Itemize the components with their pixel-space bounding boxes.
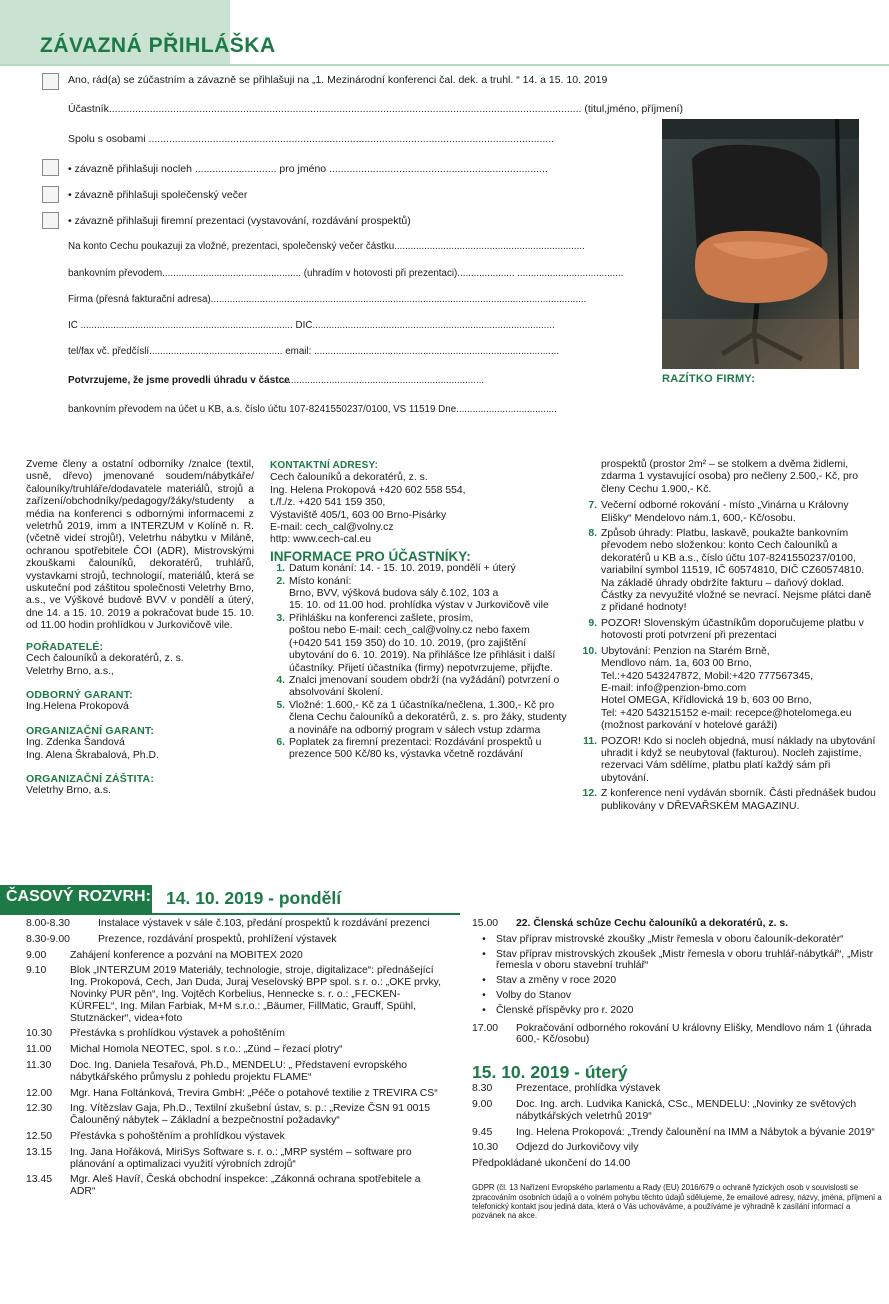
info-number: 7.: [588, 500, 597, 512]
info-item: [270, 576, 570, 613]
contacts-heading: KONTAKTNÍ ADRESY:: [270, 460, 379, 471]
company-stamp-label: RAZÍTKO FIRMY:: [662, 373, 756, 385]
form-title: ZÁVAZNÁ PŘIHLÁŠKA: [40, 34, 276, 57]
schedule-text: Mgr. Aleš Havíř, Česká obchodní inspekce: „Zákonná ochrana spotřebitele a ADR“: [70, 1174, 421, 1198]
schedule-row: [472, 918, 882, 930]
agenda-bullet: • Stav a změny v roce 2020: [482, 975, 617, 987]
day1-heading: 14. 10. 2019 - pondělí: [166, 888, 342, 908]
form-row-attend: Ano, rád(a) se zúčastním a závazně se přihlašuji na „1. Mezinárodní konferenci čal. dek. a truhl. “ 14. a 15. 10. 2019: [68, 74, 608, 86]
checkbox-attend[interactable]: [42, 73, 59, 90]
info-item: [582, 500, 878, 525]
header-divider: [0, 64, 889, 66]
organizer-line: Veletrhy Brno, a.s.,: [26, 665, 114, 677]
schedule-text: Ing. Jana Hořáková, MiriSys Software s. r. o.: „MRP systém – software pro plánování a optimalizaci využití výrobních zdrojů“: [70, 1146, 412, 1170]
schedule-time: 10.30: [472, 1142, 499, 1154]
info-number: 4.: [276, 674, 285, 686]
checkbox-accommodation[interactable]: [42, 159, 59, 176]
info-text: Datum konání: 14. - 15. 10. 2019, pondělí + úterý: [289, 563, 516, 575]
schedule-row: [26, 1131, 446, 1143]
contact-line: Ing. Helena Prokopová +420 602 558 554,: [270, 484, 466, 496]
info-number: 5.: [276, 699, 285, 711]
schedule-row: [26, 1147, 446, 1171]
schedule-text: Přestávka s prohlídkou výstavek a pohoštěním: [70, 1028, 285, 1040]
checkbox-presentation[interactable]: [42, 212, 59, 229]
form-row-contact: tel/fax vč. předčíslí................................................. email: ..........................................................................................: [68, 346, 560, 357]
schedule-text: Prezence, rozdávání prospektů, prohlížení výstavek: [98, 933, 337, 945]
info-text: Způsob úhrady: Platbu, laskavě, poukažte bankovním převodem nebo složenkou: konto Cech čalouníků a dekoratérů u KB a.s., číslo účtu 107-8241550237/0100, variabilní symbol 11519, IČ 60574810, DIČ CZ60574810. Na základě úhrady obdržíte fakturu – daňový doklad. Částky za nevyužité vložné se nevrací. Nejsme plátci daně z přidané hodnoty!: [601, 528, 872, 614]
schedule-row: [472, 1083, 882, 1095]
schedule-row: [472, 1023, 882, 1047]
form-row-payment-dots: ...........................................................................: [280, 375, 485, 386]
info-item: [582, 646, 878, 733]
contact-email[interactable]: E-mail: cech_cal@volny.cz: [270, 522, 394, 534]
info-text: Přihlášku na konferenci zašlete, prosím, poštou nebo E-mail: cech_cal@volny.cz nebo faxem (+0420 541 159 350) do 10. 10. 2019, (pro zajištění ubytování do 6. 10. 2019). Na přihlášce lze přihlásit i další účastníky. Přijetí účastníka (firmy) nepotvrzujeme, přijďte.: [289, 612, 556, 674]
info-number: 2.: [276, 575, 285, 587]
schedule-row: [26, 1060, 446, 1084]
schedule-time: 10.30: [26, 1028, 53, 1040]
schedule-heading: ČASOVÝ ROZVRH:: [6, 888, 151, 905]
agenda-bullet-text: Stav a změny v roce 2020: [496, 975, 617, 987]
info-text: Místo konání: Brno, BVV, výšková budova sály č.102, 103 a 15. 10. od 11.00 hod. prohlídka výstav v Jurkovičově vile: [289, 575, 549, 612]
info-item: [270, 563, 570, 575]
info-number: 8.: [588, 528, 597, 540]
agenda-bullet-text: Stav příprav mistrovských zkoušek „Mistr řemesla v oboru truhlář-nábytkář“, „Mistr řemesla v oboru stavební truhlář“: [496, 948, 874, 972]
schedule-time: 11.00: [26, 1044, 52, 1056]
form-row-social-evening: • závazně přihlašuji společenský večer: [68, 189, 248, 201]
info-item: [270, 737, 570, 762]
schedule-divider: [0, 913, 460, 915]
info-number: 10.: [582, 645, 597, 657]
info-item: [270, 700, 570, 737]
schedule-row: [26, 934, 446, 946]
form-row-companions: Spolu s osobami ...........................................................................................................................................: [68, 133, 555, 145]
schedule-time: 13.45: [26, 1174, 53, 1186]
schedule-text: 22. Členská schůze Cechu čalouníků a dekoratérů, z. s.: [516, 918, 788, 929]
agenda-bullet: • Stav příprav mistrovských zkoušek „Mistr řemesla v oboru truhlář-nábytkář“, „Mistr řemesla v oboru stavební truhlář“: [472, 949, 882, 973]
info-item: [582, 618, 878, 643]
agenda-bullet: • Členské příspěvky pro r. 2020: [482, 1004, 634, 1016]
agenda-bullet-text: Volby do Stanov: [496, 989, 572, 1001]
agenda-bullet: • Volby do Stanov: [482, 989, 572, 1001]
day2-heading: 15. 10. 2019 - úterý: [472, 1062, 628, 1083]
schedule-text: Mgr. Hana Foltánková, Trevira GmbH: „Péče o potahové textilie z TREVIRA CS“: [70, 1087, 438, 1099]
form-row-company: Firma (přesná fakturační adresa)..........................................................................................................................................: [68, 294, 587, 305]
agenda-bullet-text: Stav příprav mistrovské zkoušky „Mistr řemesla v oboru čalouník-dekoratér“: [496, 933, 844, 945]
schedule-time: 9.10: [26, 965, 47, 977]
info-text: Vložné: 1.600,- Kč za 1 účastníka/nečlena, 1.300,- Kč pro člena Cechu čalouníků a dekoratérů, z. s. pro žáky, studenty a novináře na odborný program v sálech vstup zdarma: [289, 699, 567, 736]
info-item: [582, 528, 878, 615]
info-number: 6.: [276, 736, 285, 748]
schedule-row: [26, 965, 446, 1024]
info-text: Znalci jmenovaní soudem obdrží (na vyžádání) potvrzení o absolvování školení.: [289, 674, 560, 699]
info-text: POZOR! Slovenským účastníkům doporučujeme platbu v hotovosti proti potvrzení při prezentaci: [601, 617, 864, 642]
info-number: 11.: [583, 735, 597, 747]
info-text: Večerní odborné rokování - místo „Vinárna u Královny Elišky“ Mendelovo nám.1, 600,- Kč/osobu.: [601, 500, 849, 524]
left-column: [26, 459, 254, 798]
intro-text: Zveme členy a ostatní odborníky /znalce (textil, usně, dřevo) jmenované soudem/nábytkáře/čalouníky/truhláře/dodavatele materiálů, strojů a zařízení/obchodníky/pedagogy/žáky/studenty a média na konferenci s odbornými informacemi z veletrhů 2019, imm a INTERZUM v Kolíně n. R. (včetně videí strojů!), Veletrhu nábytku v Miláně, ochranou spotřebitele ČOI (ADR), Mistrovskými zkouškami čalouníků, dekoratérů, truhlářů, vystavkami strojů, technologií, materiálů, která se uskuteční pod záštitou společnosti Veletrhy Brno, a.s., ve Výškové budově BVV v pondělí a úterý, dne 14. a 15. 10. 2019 a pokračovat bude 15. 10. od 11.00 hodin prohlídkou v Jurkovičově vile.: [26, 459, 254, 632]
agenda-bullet: • Stav příprav mistrovské zkoušky „Mistr řemesla v oboru čalouník-dekoratér“: [482, 933, 844, 945]
schedule-text: Ing. Helena Prokopová: „Trendy čalounění na IMM a Nábytok a bývanie 2019“: [516, 1126, 875, 1138]
patronage-name: Veletrhy Brno, a.s.: [26, 785, 111, 797]
schedule-row: [26, 1174, 446, 1198]
right-column: [582, 459, 878, 816]
form-row-transfer: bankovním převodem................................................... (uhradím v hotovosti při prezentaci)..................... .......................................: [68, 268, 624, 279]
schedule-time: 12.00: [26, 1087, 53, 1099]
contact-line: Výstaviště 405/1, 603 00 Brno-Pisárky: [270, 509, 447, 521]
schedule-row: [26, 1028, 446, 1040]
schedule-text: Instalace výstavek v sále č.103, předání prospektů k rozdávání prezenci: [98, 918, 430, 929]
schedule-row: [26, 950, 446, 962]
schedule-text: Zahájení konference a pozvání na MOBITEX 2020: [70, 949, 303, 961]
form-row-ico-dic: IČ .............................................................................. DIČ.........................................................................................: [68, 320, 555, 331]
info-item: [582, 788, 878, 813]
info-text: Poplatek za firemní prezentaci: Rozdávání prospektů u prezence 500 Kč/80 ks, výstavka včetně rozdávání: [289, 736, 542, 761]
schedule-text: Blok „INTERZUM 2019 Materiály, technologie, stroje, digitalizace“: přednášející Ing. Prokopová, Cech, Jan Duda, Juraj Veselovský BPP spol. s r. o.: „OKE prvky, Novinky PUR pěn“, Ing. Vojtěch Korbelius, Hennecke s. r. o.: „FECKEN-KÜRFEL“, Ing. Milan Farbiak, M+M s.r.o.: „Bäumer, FillMatic, Grauff, Spühl, Stutznäcker“, videa+foto: [70, 965, 441, 1024]
schedule-time: 9.00: [26, 949, 47, 961]
checkbox-social-evening[interactable]: [42, 186, 59, 203]
info-text: Ubytování: Penzion na Starém Brně, Mendlovo nám. 1a, 603 00 Brno, Tel.:+420 543247872, Mobil:+420 777567345, E-mail: info@penzion-bmo.com Hotel OMEGA, Křídlovická 19 b, 603 00 Brno, Tel: +420 543215152 e-mail: recepce@hotelomega.eu (možnost parkování v hotelové garáži): [601, 645, 852, 732]
schedule-text: Prezentace, prohlídka výstavek: [516, 1083, 661, 1095]
day1-afternoon: [472, 918, 882, 1221]
agenda-bullet-text: Členské příspěvky pro r. 2020: [496, 1004, 634, 1016]
form-row-bank-account: bankovním převodem na účet u KB, a.s. číslo účtu 107-8241550237/0100, VS 11519 Dne.....................................: [68, 404, 557, 415]
schedule-row: [26, 1088, 446, 1100]
schedule-text: Doc. Ing. arch. Ludvika Kanická, CSc., MENDELU: „Novinky ze světových nábytkářských veletrhů 2019“: [516, 1098, 857, 1122]
organizational-guarantor-heading: ORGANIZAČNÍ GARANT:: [26, 724, 155, 737]
contact-line: Cech čalouníků a dekoratérů, z. s.: [270, 472, 428, 484]
schedule-text: Michal Homola NEOTEC, spol. s r.o.: „Zünd – řezací plotry“: [70, 1044, 343, 1056]
info-item: [270, 675, 570, 700]
schedule-text: Pokračování odborného rokování U královny Elišky, Mendlovo nám 1 (úhrada 600,- Kč/osobu): [516, 1022, 872, 1046]
schedule-time: 17.00: [472, 1022, 499, 1034]
info-number: 12.: [582, 788, 597, 800]
schedule-text: Ing. Vítězslav Gaja, Ph.D., Textilní zkušební ústav, s. p.: „Revize ČSN 91 0015 Čalouněný nábytek – Základní a bezpečnostní požadavky“: [70, 1103, 430, 1127]
info-continuation: prospektů (prostor 2m² – se stolkem a dvěma židlemi, zdarma 1 vystavující osoba) pro nečleny 2.500,- Kč, pro členy Cechu 1.900,- Kč.: [601, 459, 859, 495]
organizers-heading: POŘADATELÉ:: [26, 640, 104, 653]
organizational-guarantor-name: Ing. Zdenka Šandová: [26, 737, 125, 749]
expert-guarantor-name: Ing.Helena Prokopová: [26, 701, 129, 713]
info-number: 3.: [276, 612, 285, 624]
schedule-time: 12.50: [26, 1130, 53, 1142]
schedule-time: 15.00: [472, 918, 499, 929]
form-row-amount: Na konto Cechu poukazuji za vložné, prezentaci, společenský večer částku......................................................................: [68, 241, 585, 252]
form-row-presentation: • závazně přihlašuji firemní prezentaci (vystavování, rozdávání prospektů): [68, 215, 411, 227]
expert-guarantor-heading: ODBORNÝ GARANT:: [26, 688, 133, 701]
patronage-heading: ORGANIZAČNÍ ZÁŠTITA:: [26, 772, 155, 785]
schedule-row: [472, 1142, 882, 1154]
info-item: [270, 613, 570, 675]
info-item: [582, 736, 878, 786]
day1-schedule: [26, 918, 446, 1202]
schedule-row: [26, 1044, 446, 1056]
schedule-text: Doc. Ing. Daniela Tesařová, Ph.D., MENDELU: „ Představení evropského nábytkářského průmyslu z pohledu projektu FLAME“: [70, 1059, 408, 1083]
schedule-row: [26, 918, 446, 930]
schedule-time: 8.30-9.00: [26, 933, 70, 945]
organizational-guarantor-name: Ing. Alena Škrabalová, Ph.D.: [26, 749, 159, 761]
contact-line: t./f./z. +420 541 159 350,: [270, 497, 386, 509]
schedule-row: [472, 1127, 882, 1139]
middle-column: [270, 460, 570, 762]
form-row-accommodation: • závazně přihlašuji nocleh ............................ pro jméno ...........................................................................: [68, 163, 548, 175]
organizer-line: Cech čalouníků a dekoratérů, z. s.: [26, 653, 184, 665]
schedule-time: 9.00: [472, 1098, 493, 1110]
schedule-time: 8.00-8.30: [26, 918, 70, 929]
form-row-participant: Účastník.................................................................................................................................................................. (titul,jméno, příjmení): [68, 103, 683, 115]
schedule-time: 8.30: [472, 1083, 493, 1095]
info-text: POZOR! Kdo si nocleh objedná, musí náklady na ubytování uhradit i když se neubytoval (fakturou). Nocleh zajistíme, rezervaci Vám sdělíme, platbu platí každý sám při ubytování.: [601, 735, 876, 784]
form-row-payment-confirm: Potvrzujeme, že jsme provedli úhradu v částce: [68, 375, 290, 386]
schedule-time: 11.30: [26, 1059, 52, 1071]
schedule-text: Odjezd do Jurkovičovy vily: [516, 1142, 639, 1154]
schedule-time: 12.30: [26, 1103, 53, 1115]
schedule-time: 13.15: [26, 1146, 53, 1158]
info-heading: INFORMACE PRO ÚČASTNÍKY:: [270, 548, 471, 564]
gdpr-note: GDPR (čl. 13 Nařízení Evropského parlamentu a Rady (EU) 2016/679 o ochraně fyzických osob v souvislosti se zpracováním osobních údajů a o volném pohybu těchto údajů sdělujeme, že emailové adresy, názvy, jména, příjmení a telefonický kontakt jsou jediná data, která o Vás uchováváme, a používáme je výhradně k zasílání informací a pozvánek na akce.: [472, 1183, 882, 1221]
schedule-time: 9.45: [472, 1126, 493, 1138]
info-number: 9.: [588, 617, 597, 629]
armchair-photo: [662, 119, 859, 369]
schedule-text: Přestávka s pohoštěním a prohlídkou výstavek: [70, 1130, 285, 1142]
schedule-row: [26, 1103, 446, 1127]
info-text: Z konference není vydáván sborník. Části přednášek budou publikovány v DŘEVAŘSKÉM MAGAZINU.: [601, 788, 876, 812]
end-time: Předpokládané ukončení do 14.00: [472, 1158, 631, 1170]
info-number: 1.: [276, 563, 285, 575]
schedule-row: [472, 1099, 882, 1123]
contact-website[interactable]: http: www.cech-cal.eu: [270, 534, 372, 546]
